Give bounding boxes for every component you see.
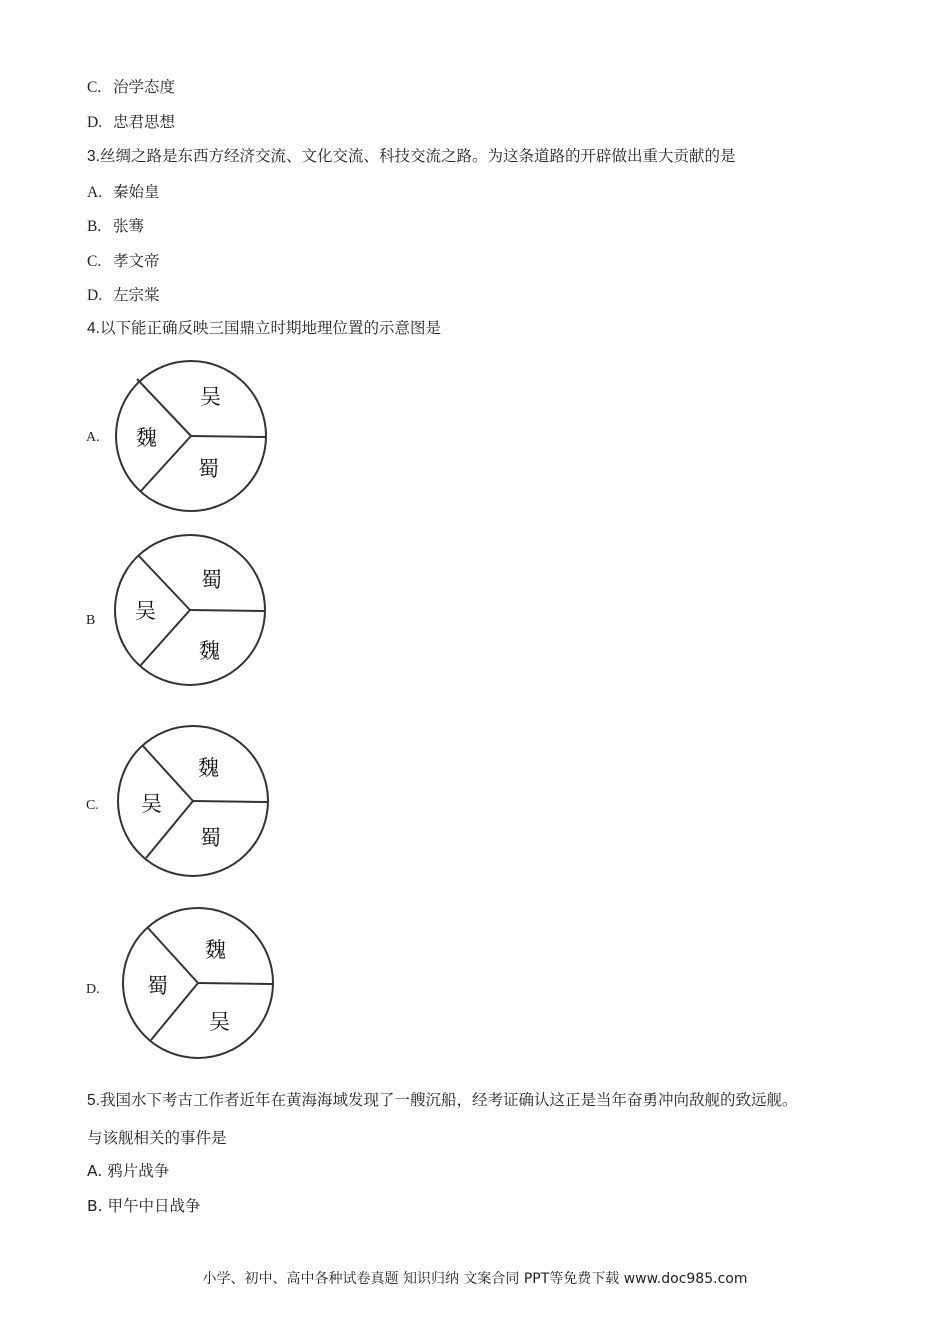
question-text: 与该舰相关的事件是: [87, 1129, 227, 1147]
q4-option-d-diagram: [119, 905, 279, 1065]
option-label: D.: [87, 287, 103, 304]
option-label: A.: [87, 1162, 103, 1180]
question-number: 5.: [87, 1092, 100, 1109]
option-text: 孝文帝: [113, 252, 160, 270]
option-text: 张骞: [113, 217, 145, 235]
region-label: 魏: [205, 938, 226, 962]
question-text: 丝绸之路是东西方经济交流、文化交流、科技交流之路。为这条道路的开辟做出重大贡献的是: [99, 147, 736, 165]
option-text: 甲午中日战争: [107, 1197, 201, 1215]
q4-option-a-label: A.: [86, 430, 100, 445]
q4-stem: [87, 318, 441, 339]
option-text: 鸦片战争: [107, 1162, 170, 1180]
q2-option-c: [87, 77, 175, 98]
option-label: C.: [87, 79, 102, 96]
option-text: 秦始皇: [113, 183, 160, 201]
option-label: C.: [87, 253, 102, 270]
q3-option-c: [87, 251, 160, 272]
q5-stem-continued: [87, 1128, 227, 1148]
region-label: 吴: [135, 599, 156, 623]
q3-option-a: [87, 182, 160, 203]
region-label: 吴: [200, 385, 221, 409]
region-label: 吴: [209, 1010, 230, 1034]
region-label: 蜀: [201, 568, 222, 592]
q4-option-b-diagram: [111, 532, 271, 692]
region-label: 吴: [141, 792, 162, 816]
q5-option-a: [87, 1161, 169, 1181]
q3-option-d: [87, 285, 160, 306]
option-text: 忠君思想: [113, 113, 176, 131]
q4-option-b-label: B: [86, 613, 96, 628]
region-label: 蜀: [147, 974, 168, 998]
q3-option-b: [87, 216, 144, 237]
option-label: D.: [87, 114, 103, 131]
q2-option-d: [87, 112, 175, 133]
option-text: 治学态度: [113, 78, 176, 96]
question-text: 我国水下考古工作者近年在黄海海域发现了一艘沉船，经考证确认这正是当年奋勇冲向敌舰的致远舰。: [99, 1091, 798, 1109]
q5-stem: [87, 1090, 797, 1111]
option-text: 左宗棠: [113, 286, 160, 304]
region-label: 魏: [199, 639, 220, 663]
region-label: 魏: [136, 426, 157, 450]
question-text: 以下能正确反映三国鼎立时期地理位置的示意图是: [99, 319, 441, 337]
q4-option-c-diagram: [114, 723, 274, 883]
q4-option-a-diagram: [112, 358, 272, 518]
option-label: B.: [87, 218, 102, 235]
region-label: 魏: [198, 756, 219, 780]
question-number: 3.: [87, 148, 100, 165]
q4-option-c-label: C.: [86, 798, 99, 813]
option-label: A.: [87, 184, 103, 201]
q3-stem: [87, 146, 735, 167]
question-number: 4.: [87, 320, 100, 337]
option-label: B.: [87, 1197, 103, 1215]
region-label: 蜀: [200, 826, 221, 850]
q4-option-d-label: D.: [86, 982, 100, 997]
region-label: 蜀: [198, 457, 219, 481]
page-footer: 小学、初中、高中各种试卷真题 知识归纳 文案合同 PPT等免费下载 www.doc985.com: [202, 1271, 748, 1287]
q5-option-b: [87, 1196, 201, 1216]
